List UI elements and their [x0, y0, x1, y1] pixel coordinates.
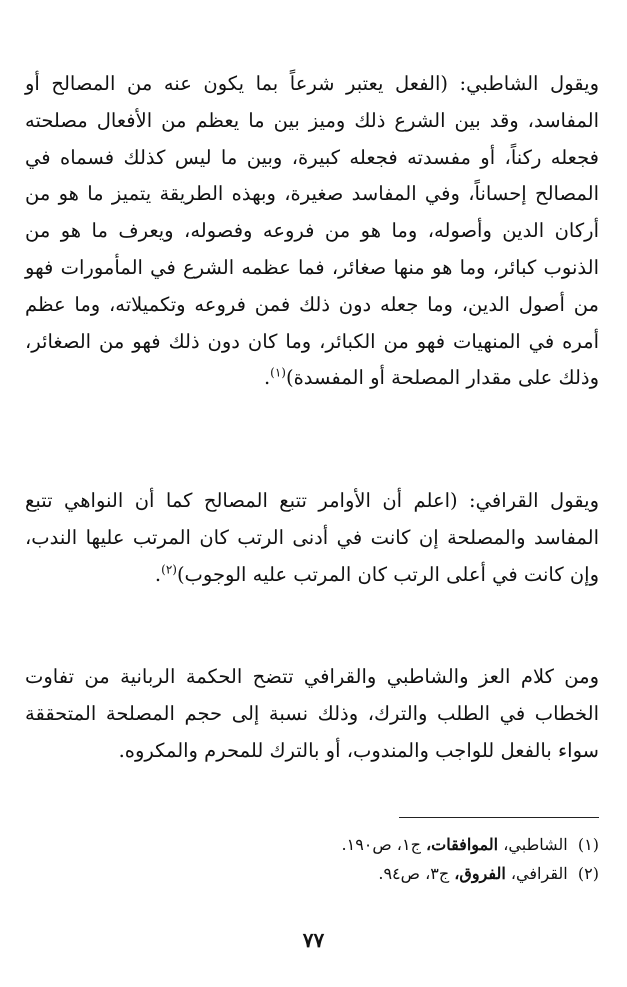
- footnote-author: القرافي،: [510, 864, 568, 883]
- footnote-citation: ج١، ص١٩٠.: [341, 835, 421, 854]
- footnote-reference-1: (١): [270, 365, 286, 380]
- footnote-number: (٢): [577, 864, 599, 883]
- footnote-reference-2: (٢): [161, 562, 177, 577]
- footnote-book-title: الفروق،: [454, 864, 506, 883]
- paragraph-conclusion: [25, 659, 599, 769]
- footnotes-section: [25, 830, 599, 888]
- footnote-number: (١): [577, 835, 599, 854]
- paragraph-text: ويقول الشاطبي: (الفعل يعتبر شرعاً بما يكون عنه من المصالح أو المفاسد، وقد بين الشرع ذلك وميز بين ما يعظم من الأفعال مصلحته فجعله ركناً، أو مفسدته فجعله كبيرة، وبين ما ليس كذلك فسماه في المصالح إحساناً، وفي المفاسد صغيرة، وبهذه الطريقة يتميز ما هو من أركان الدين وأصوله، وما هو من فروعه وفصوله، ويعرف ما هو من الذنوب كبائر، وما هو منها صغائر، فما عظمه الشرع في المأمورات فهو من أصول الدين، وما جعله دون ذلك فمن فروعه وتكميلاته، وما عظم أمره في المنهيات فهو من الكبائر، وما كان دون ذلك فهو من الصغائر، وذلك على مقدار المصلحة أو المفسدة): [25, 72, 599, 390]
- paragraph-text: ويقول القرافي: (اعلم أن الأوامر تتبع المصالح كما أن النواهي تتبع المفاسد والمصلحة إن كانت في أدنى الرتب كان المرتب عليها الندب، وإن كانت في أعلى الرتب كان المرتب عليه الوجوب): [25, 489, 599, 586]
- footnote-citation: ج٣، ص٩٤.: [378, 864, 450, 883]
- footnote-2: [25, 859, 599, 888]
- page-number: ٧٧: [302, 928, 325, 952]
- paragraph-qarafi-quote: [25, 483, 599, 593]
- footnote-1: [25, 830, 599, 859]
- footnote-separator: [399, 817, 599, 818]
- footnote-book-title: الموافقات،: [425, 835, 499, 854]
- paragraph-end-punctuation: .: [263, 366, 271, 390]
- paragraph-end-punctuation: .: [154, 562, 162, 586]
- paragraph-text: ومن كلام العز والشاطبي والقرافي تتضح الحكمة الربانية من تفاوت الخطاب في الطلب والترك، وذلك نسبة إلى حجم المصلحة المتحققة سواء بالفعل للواجب والمندوب، أو بالترك للمحرم والمكروه.: [25, 665, 599, 762]
- footnote-author: الشاطبي،: [503, 835, 568, 854]
- paragraph-shatibi-quote: [25, 66, 599, 397]
